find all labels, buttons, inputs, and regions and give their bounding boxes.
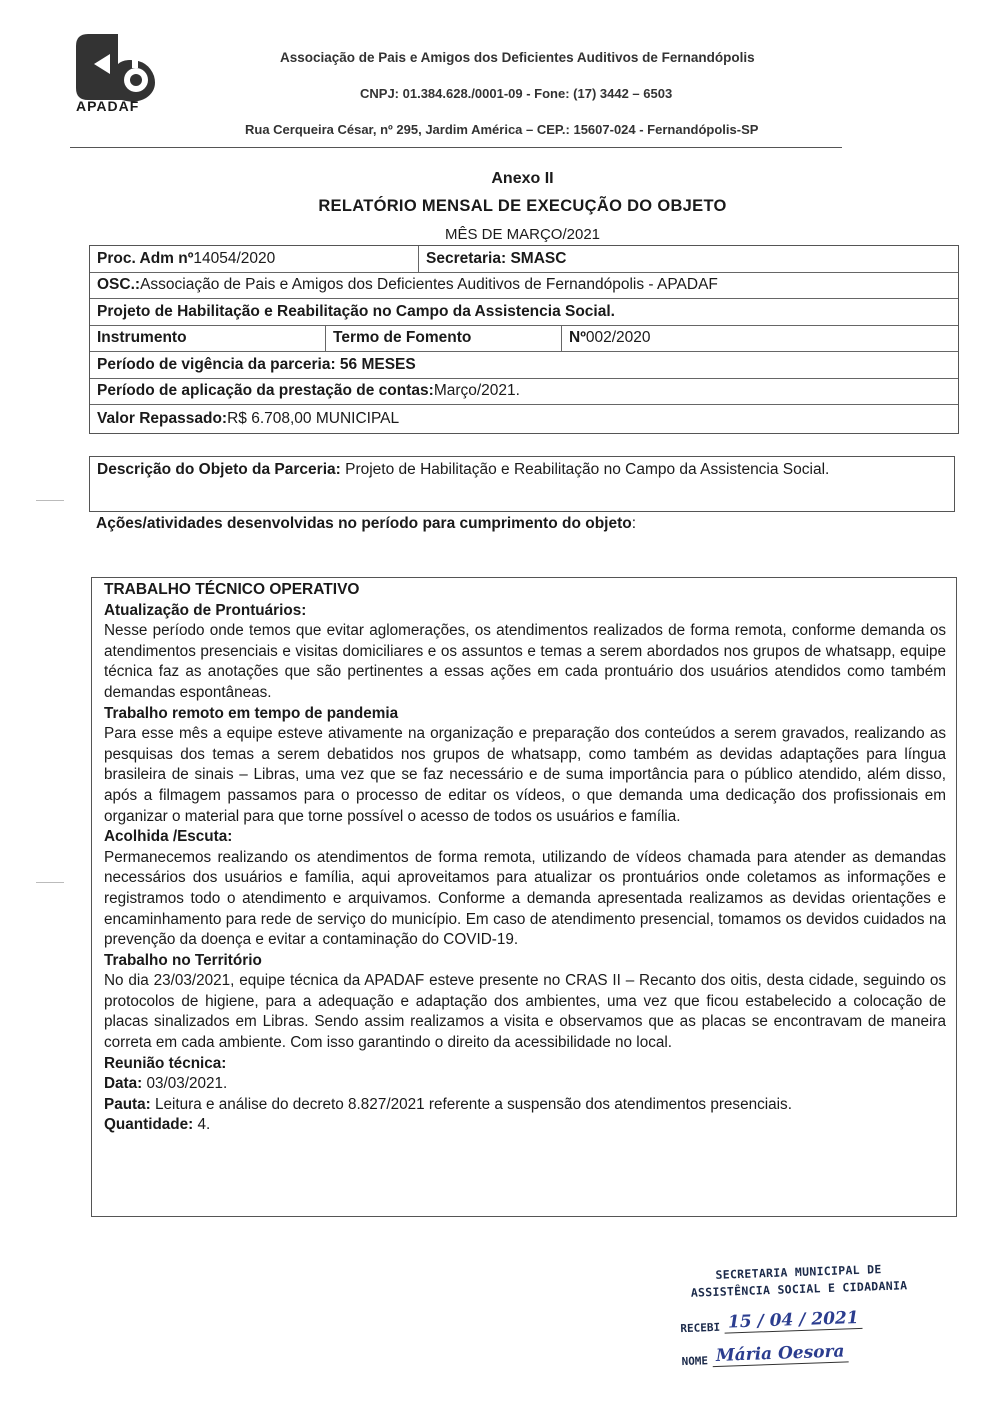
instrument-cell xyxy=(90,326,325,352)
header-divider xyxy=(70,147,842,148)
annex-title: Anexo II xyxy=(491,170,554,187)
received-stamp xyxy=(678,1261,921,1368)
activities-heading xyxy=(96,515,636,533)
org-address: Rua Cerqueira César, nº 295, Jardim América – CEP.: 15607-024 - Fernandópolis-SP xyxy=(245,122,759,137)
data-label: Data: xyxy=(104,1075,143,1093)
logo-text: APADAF xyxy=(76,98,140,114)
section-text-prontuarios: Nesse período onde temos que evitar aglomerações, os atendimentos realizados de forma remota, conforme demanda os atendimentos presenciais e visitas domiciliares e os assuntos e temas a serem abordados nos grupos de whatsapp, equipe técnica faz as anotações que são pertinentes a essas ações em cada prontuário dos usuários atendidos como também demandas espontâneas. xyxy=(104,622,946,701)
main-section-title: TRABALHO TÉCNICO OPERATIVO xyxy=(104,581,360,598)
aplicacao-value: Março/2021. xyxy=(433,382,520,400)
proc-label: Proc. Adm nº xyxy=(97,249,194,267)
osc-cell xyxy=(90,273,725,299)
punch-mark-bottom xyxy=(36,882,64,883)
nome-label: NOME xyxy=(681,1354,709,1369)
numero-label: Nº xyxy=(569,329,586,347)
section-title-acolhida: Acolhida /Escuta: xyxy=(104,828,233,846)
punch-mark-top xyxy=(36,500,64,501)
data-value: 03/03/2021. xyxy=(142,1075,228,1093)
report-title: RELATÓRIO MENSAL DE EXECUÇÃO DO OBJETO xyxy=(318,197,727,215)
info-row-project xyxy=(90,299,958,326)
secretaria-text: Secretaria: SMASC xyxy=(426,249,567,267)
quantidade-label: Quantidade: xyxy=(104,1116,194,1134)
quantidade-value: 4. xyxy=(193,1116,211,1134)
org-contact: CNPJ: 01.384.628./0001-09 - Fone: (17) 3442 – 6503 xyxy=(360,86,673,101)
aplicacao-cell xyxy=(90,379,527,405)
project-cell xyxy=(90,299,622,325)
info-row-aplicacao xyxy=(90,379,958,406)
stamp-line-1: SECRETARIA MUNICIPAL DE xyxy=(715,1262,882,1282)
activities-heading-text: Ações/atividades desenvolvidas no período para cumprimento do objeto xyxy=(96,515,632,532)
proc-cell xyxy=(90,246,418,272)
description-label: Descrição do Objeto da Parceria: xyxy=(97,461,341,478)
activities-heading-colon: : xyxy=(631,515,637,532)
report-month: MÊS DE MARÇO/2021 xyxy=(444,226,601,243)
section-text-acolhida: Permanecemos realizando os atendimentos de forma remota, utilizando de vídeos chamada para atender as demandas necessários dos usuários e família, aqui aproveitamos para atualizar os prontuários onde coletamos as informações e registramos todo o atendimento e arquivamos. Conforme a demanda apresentada realizamos as devidas orientações e encaminhamento para rede de serviço do município. Em caso de atendimento presencial, tomamos os devidos cuidados na prevenção da doença e evitar a contaminação do COVID-19. xyxy=(104,848,946,949)
nome-signature: Mária Oesora xyxy=(712,1341,849,1367)
info-row-instrument xyxy=(90,326,958,353)
info-row-valor xyxy=(90,405,958,433)
description-value: Projeto de Habilitação e Reabilitação no Campo da Assistencia Social. xyxy=(340,461,830,478)
vigencia-text: Período de vigência da parceria: 56 MESES xyxy=(97,355,416,373)
numero-cell xyxy=(561,326,958,352)
recebi-date: 15 / 04 / 2021 xyxy=(724,1308,863,1334)
valor-cell xyxy=(90,405,406,433)
pauta-value: Leitura e análise do decreto 8.827/2021 referente a suspensão dos atendimentos presenciais. xyxy=(150,1095,792,1113)
numero-value: 002/2020 xyxy=(585,329,651,347)
section-title-remoto: Trabalho remoto em tempo de pandemia xyxy=(104,704,399,722)
info-row-vigencia xyxy=(90,352,958,379)
termo-text: Termo de Fomento xyxy=(333,329,472,347)
valor-value: R$ 6.708,00 MUNICIPAL xyxy=(227,410,400,427)
recebi-label: RECEBI xyxy=(680,1320,721,1336)
secretaria-cell xyxy=(418,246,958,272)
info-table xyxy=(89,245,959,434)
section-title-reuniao: Reunião técnica: xyxy=(104,1054,227,1072)
instrument-label: Instrumento xyxy=(97,329,187,347)
info-row-proc xyxy=(90,246,958,273)
pauta-label: Pauta: xyxy=(104,1095,151,1113)
section-title-prontuarios: Atualização de Prontuários: xyxy=(104,601,307,619)
proc-value: 14054/2020 xyxy=(193,249,276,267)
reuniao-data xyxy=(104,1074,946,1095)
section-text-territorio: No dia 23/03/2021, equipe técnica da APADAF esteve presente no CRAS II – Recanto dos oitis, desta cidade, seguindo os protocolos de higiene, para a adequação e adaptação dos ambientes, uma vez que ficou estabelecido a colocação de placas sinalizados em Libras. Sendo assim realizamos a visita e observamos que as placas se encontravam de maneira correta em cada ambiente. Com isso garantindo o direito da acessibilidade no local. xyxy=(104,972,946,1052)
stamp-line-2: ASSISTÊNCIA SOCIAL E CIDADANIA xyxy=(690,1278,908,1300)
reuniao-pauta xyxy=(104,1095,946,1116)
stamp-recebi xyxy=(680,1306,921,1335)
stamp-nome xyxy=(681,1339,922,1368)
osc-label: OSC.: xyxy=(97,276,141,294)
termo-cell xyxy=(325,326,561,352)
org-name: Associação de Pais e Amigos dos Deficientes Auditivos de Fernandópolis xyxy=(280,50,755,65)
vigencia-cell xyxy=(90,352,423,378)
osc-value: Associação de Pais e Amigos dos Deficientes Auditivos de Fernandópolis - APADAF xyxy=(140,276,718,294)
reuniao-quantidade xyxy=(104,1115,946,1136)
info-row-osc xyxy=(90,273,958,300)
section-title-territorio: Trabalho no Território xyxy=(104,951,262,969)
project-text: Projeto de Habilitação e Reabilitação no Campo da Assistencia Social. xyxy=(97,302,615,320)
activities-body xyxy=(91,577,957,1217)
aplicacao-label: Período de aplicação da prestação de contas: xyxy=(97,382,434,400)
object-description xyxy=(89,456,955,512)
section-text-remoto: Para esse mês a equipe esteve ativamente na organização e preparação dos conteúdos a serem gravados, realizando as pesquisas dos temas a serem debatidos nos grupos de whatsapp, como também as devidas adaptações para língua brasileira de sinais – Libras, uma vez que se faz necessário e de suma importância para o público atendido, além disso, após a filmagem passamos para o processo de editar os vídeos, o que demanda uma dedicação dos profissionais em organizar o material para que torne possível o acesso de todos os usuários e família. xyxy=(104,725,946,825)
valor-label: Valor Repassado: xyxy=(97,410,228,427)
